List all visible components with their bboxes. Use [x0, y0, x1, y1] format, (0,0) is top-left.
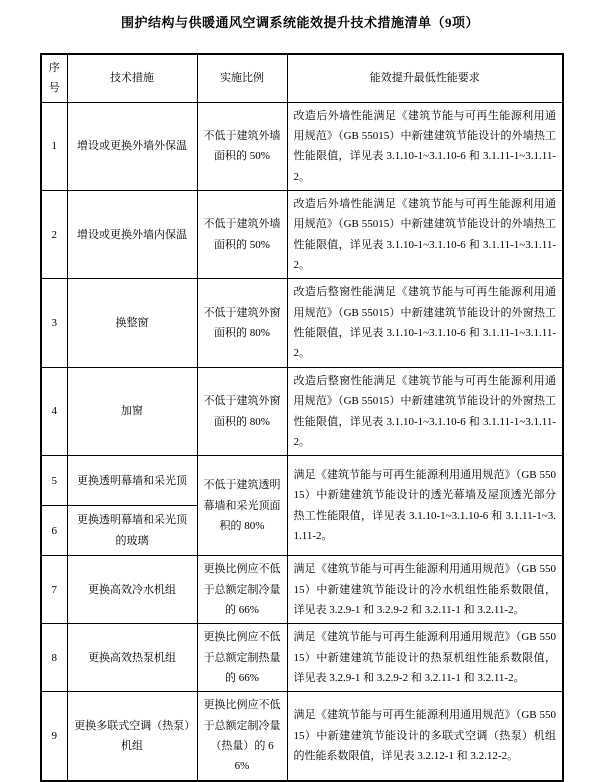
requirement-cell: 改造后外墙性能满足《建筑节能与可再生能源利用通用规范》（GB 55015）中新建建筑节能设计的外墙热工性能限值，详见表 3.1.10-1~3.1.10-6 和 3.1.11-1~3.1.11-2。	[287, 102, 563, 190]
document-title: 围护结构与供暖通风空调系统能效提升技术措施清单（9项）	[120, 15, 479, 30]
requirement-cell: 改造后外墙性能满足《建筑节能与可再生能源利用通用规范》（GB 55015）中新建建筑节能设计的外墙热工性能限值，详见表 3.1.10-1~3.1.10-6 和 3.1.11-1~3.1.11-2。	[287, 191, 563, 279]
measure-cell: 增设或更换外墙外保温	[67, 102, 197, 190]
header-num: 序号	[41, 54, 67, 102]
table-row	[41, 367, 563, 455]
table-row	[41, 456, 563, 506]
measure-cell: 换整窗	[67, 279, 197, 367]
table-row	[41, 692, 563, 781]
row-number-cell: 9	[41, 692, 67, 781]
row-number-cell: 5	[41, 456, 67, 506]
row-number-cell: 3	[41, 279, 67, 367]
ratio-cell: 更换比例应不低于总额定制热量的 66%	[197, 624, 287, 692]
table-row	[41, 102, 563, 190]
ratio-cell: 更换比例应不低于总额定制冷量的 66%	[197, 556, 287, 624]
requirement-cell: 满足《建筑节能与可再生能源利用通用规范》（GB 55015）中新建建筑节能设计的多联式空调（热泵）机组的性能系数限值，详见表 3.2.12-1 和 3.2.12-2。	[287, 692, 563, 781]
ratio-cell: 不低于建筑外窗面积的 80%	[197, 367, 287, 455]
ratio-cell: 不低于建筑外墙面积的 50%	[197, 191, 287, 279]
measures-table	[40, 53, 564, 782]
requirement-cell: 改造后整窗性能满足《建筑节能与可再生能源利用通用规范》（GB 55015）中新建建筑节能设计的外窗热工性能限值，详见表 3.1.10-1~3.1.10-6 和 3.1.11-1~3.1.11-2。	[287, 279, 563, 367]
requirement-cell: 满足《建筑节能与可再生能源利用通用规范》（GB 55015）中新建建筑节能设计的热泵机组性能系数限值，详见表 3.2.9-1 和 3.2.9-2 和 3.2.11-1 和 3.2.11-2。	[287, 624, 563, 692]
measure-cell: 加窗	[67, 367, 197, 455]
table-row	[41, 556, 563, 624]
ratio-cell-merged: 不低于建筑透明幕墙和采光顶面积的 80%	[197, 456, 287, 556]
header-requirement: 能效提升最低性能要求	[287, 54, 563, 102]
table-row	[41, 279, 563, 367]
requirement-cell: 满足《建筑节能与可再生能源利用通用规范》（GB 55015）中新建建筑节能设计的冷水机组性能系数限值，详见表 3.2.9-1 和 3.2.9-2 和 3.2.11-1 和 3.2.11-2。	[287, 556, 563, 624]
table-row	[41, 191, 563, 279]
measure-cell: 更换高效热泵机组	[67, 624, 197, 692]
header-ratio: 实施比例	[197, 54, 287, 102]
table-header-row	[41, 54, 563, 102]
ratio-cell: 不低于建筑外窗面积的 80%	[197, 279, 287, 367]
ratio-cell: 不低于建筑外墙面积的 50%	[197, 102, 287, 190]
measure-cell: 更换高效冷水机组	[67, 556, 197, 624]
table-row	[41, 624, 563, 692]
row-number-cell: 4	[41, 367, 67, 455]
row-number-cell: 6	[41, 506, 67, 556]
ratio-cell: 更换比例应不低于总额定制冷量（热量）的 66%	[197, 692, 287, 781]
measure-cell: 更换透明幕墙和采光顶的玻璃	[67, 506, 197, 556]
row-number-cell: 1	[41, 102, 67, 190]
row-number-cell: 7	[41, 556, 67, 624]
measure-cell: 更换透明幕墙和采光顶	[67, 456, 197, 506]
measure-cell: 增设或更换外墙内保温	[67, 191, 197, 279]
row-number-cell: 2	[41, 191, 67, 279]
measure-cell: 更换多联式空调（热泵）机组	[67, 692, 197, 781]
requirement-cell-merged: 满足《建筑节能与可再生能源利用通用规范》（GB 55015）中新建建筑节能设计的透光幕墙及屋顶透光部分热工性能限值，详见表 3.1.10-1~3.1.10-6 和 3.1.11-1~3.1.11-2。	[287, 456, 563, 556]
row-number-cell: 8	[41, 624, 67, 692]
requirement-cell: 改造后整窗性能满足《建筑节能与可再生能源利用通用规范》（GB 55015）中新建建筑节能设计的外窗热工性能限值，详见表 3.1.10-1~3.1.10-6 和 3.1.11-1~3.1.11-2。	[287, 367, 563, 455]
header-measure: 技术措施	[67, 54, 197, 102]
